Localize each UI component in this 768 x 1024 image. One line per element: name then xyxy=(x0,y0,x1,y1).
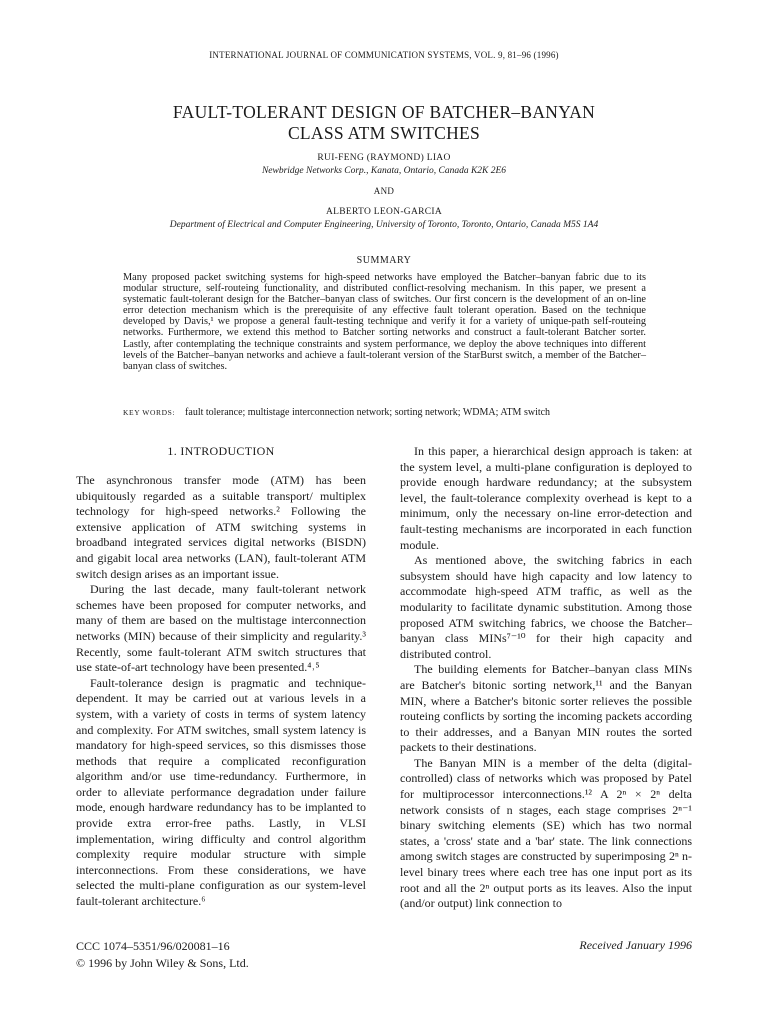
paragraph: Fault-tolerance design is pragmatic and technique-dependent. It may be carried out at various levels in a system, with a variety of costs in terms of system latency and complexity. For ATM switches, small system latency is mandatory for high-speed services, so this dismisses those methods that require a complicated reconfiguration algorithm and/or use time-redundancy. Furthermore, in order to alleviate performance degradation under failure mode, enough hardware redundancy has to be implanted to provide extra error-free paths. Lastly, in VLSI implementation, wiring difficulty and control algorithm complexity require modular structure with simple interconnections. From these considerations, we have selected the multi-plane configuration as our system-level fault-tolerant architecture.⁶ xyxy=(76,675,366,909)
title-line-1: FAULT-TOLERANT DESIGN OF BATCHER–BANYAN xyxy=(172,102,596,122)
title-line-2: CLASS ATM SWITCHES xyxy=(287,123,481,143)
paragraph: The asynchronous transfer mode (ATM) has been ubiquitously regarded as a suitable transport/ multiplex technology for high-speed networks.² Following the extensive application of ATM switching systems in broadband integrated services digital networks (BISDN) and gigabit local area networks (LAN), fault-tolerant ATM switch design arises as an important issue. xyxy=(76,473,366,581)
keywords-text: fault tolerance; multistage interconnection network; sorting network; WDMA; ATM switch xyxy=(185,407,551,418)
author-1-name: RUI-FENG (RAYMOND) LIAO xyxy=(317,153,451,163)
paragraph: As mentioned above, the switching fabrics in each subsystem should have high capacity and low latency to accommodate high-speed ATM traffic, as well as the modularity to facilitate dynamic substitution. Among those proposed ATM switching fabrics, we choose the Batcher–banyan class MINs⁷⁻¹⁰ for their high capacity and distributed control. xyxy=(400,553,692,661)
author-2-name: ALBERTO LEON-GARCIA xyxy=(325,207,443,217)
author-1-affiliation: Newbridge Networks Corp., Kanata, Ontario, Canada K2K 2E6 xyxy=(261,166,507,176)
author-separator: AND xyxy=(373,186,395,196)
section-heading-introduction: 1. INTRODUCTION xyxy=(167,444,275,458)
left-column xyxy=(76,473,366,910)
footer-publication-info xyxy=(76,938,249,972)
paragraph: During the last decade, many fault-tolerant network schemes have been proposed for computer networks, and many of them are based on the multistage interconnection networks (MIN) because of their simplicity and regularity.³ Recently, some fault-tolerant ATM switch structures that use state-of-art technology have been presented.⁴˒⁵ xyxy=(76,582,366,675)
paragraph: The building elements for Batcher–banyan class MINs are Batcher's bitonic sorting network,¹¹ and the Banyan MIN, where a Batcher's bitonic sorter relieves the possible routeing conflicts by sorting the incoming packets according to their addresses, and a Banyan MIN routes the sorted packets to their destinations. xyxy=(400,662,692,755)
abstract-text: Many proposed packet switching systems for high-speed networks have employed the Batcher–banyan fabric due to its modular structure, self-routeing functionality, and distributed conflict-resolving mechanism. In this paper, we present a systematic fault-tolerant design for the Batcher–banyan class of switches. Our first concern is the development of an on-line error detection mechanism which is the prerequisite of any effective fault tolerant operation. Based on the technique developed by Davis,¹ we propose a general fault-testing technique and verify it for a variety of unique-path self-routeing networks. Furthermore, we extend this method to Batcher sorting networks and construct a fault-tolerant Batcher sorter. Lastly, after contemplating the technique constraints and system performance, we deploy the above techniques into different levels of the Batcher–banyan networks and achieve a fault-tolerant version of the StarBurst switch, a member of the Batcher–banyan class of switches. xyxy=(123,272,646,372)
keywords-label: KEY WORDS: xyxy=(123,408,176,417)
author-2-affiliation: Department of Electrical and Computer Engineering, University of Toronto, Toronto, Ontario, Canada M5S 1A4 xyxy=(169,220,599,230)
summary-heading: SUMMARY xyxy=(356,255,412,266)
paper-title xyxy=(0,102,768,144)
ccc-code: CCC 1074–5351/96/020081–16 xyxy=(76,939,230,953)
paragraph: In this paper, a hierarchical design approach is taken: at the system level, a multi-plane configuration is deployed to provide enough hardware redundancy; at the subsystem level, the fault-tolerance complexity overhead is kept to a minimum, only the necessary on-line error-detection and fault-testing mechanisms are incorporated in each function module. xyxy=(400,444,692,552)
keywords xyxy=(123,407,683,418)
received-date: Received January 1996 xyxy=(579,938,692,952)
copyright-notice: © 1996 by John Wiley & Sons, Ltd. xyxy=(76,956,249,970)
paragraph: The Banyan MIN is a member of the delta (digital-controlled) class of networks which was proposed by Patel for multiprocessor interconnections.¹² A 2ⁿ × 2ⁿ delta network consists of n stages, each stage comprises 2ⁿ⁻¹ binary switching elements (SE) which has two normal states, a 'cross' state and a 'bar' state. The link connections among switch stages are constructed by superimposing 2ⁿ n-level binary trees where each tree has one input port as its root and all the 2ⁿ output ports as its leaves. Also the input (and/or output) link connection to xyxy=(400,755,692,911)
right-column xyxy=(400,444,692,912)
running-head: INTERNATIONAL JOURNAL OF COMMUNICATION SYSTEMS, VOL. 9, 81–96 (1996) xyxy=(209,50,559,60)
